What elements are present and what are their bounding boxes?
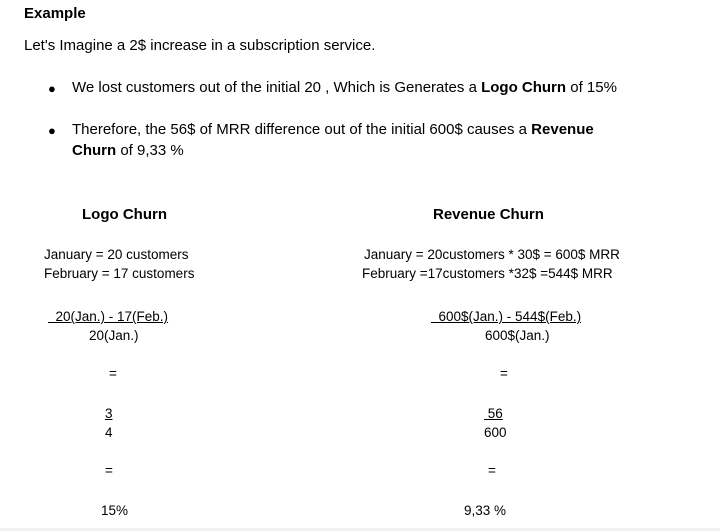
list-item-text-end: of 9,33 %	[116, 142, 184, 159]
revenue-result: 9,33 %	[464, 503, 507, 518]
heading: Example	[24, 5, 86, 22]
revenue-churn-title: Revenue Churn	[433, 206, 544, 223]
revenue-equals-1: =	[500, 366, 508, 381]
bullet-icon: ●	[48, 123, 56, 138]
revenue-equals-2: =	[488, 463, 496, 478]
intro-text: Let's Imagine a 2$ increase in a subscription service.	[24, 37, 376, 54]
list-item-bold: Revenue Churn	[72, 121, 594, 159]
logo-jan-line: January = 20 customers	[44, 247, 189, 262]
logo-numerator: 20(Jan.) - 17(Feb.)	[48, 309, 169, 324]
list-item-text-end: of 15%	[566, 79, 617, 96]
revenue-fraction-denominator: 600	[484, 425, 507, 440]
list-item-bold: Logo Churn	[481, 79, 567, 96]
logo-result: 15%	[101, 503, 129, 518]
list-item-text: Therefore, the 56$ of MRR difference out of the initial 600$ causes a	[72, 121, 532, 138]
list-item-text: We lost customers out of the initial 20 , Which is Generates a	[72, 79, 482, 96]
logo-fraction-numerator: 3	[105, 406, 113, 421]
logo-equals-1: =	[109, 366, 117, 381]
logo-feb-line: February = 17 customers	[44, 266, 195, 281]
logo-churn-title: Logo Churn	[82, 206, 167, 223]
revenue-jan-line: January = 20customers * 30$ = 600$ MRR	[364, 247, 620, 262]
logo-denominator: 20(Jan.)	[89, 328, 139, 343]
revenue-fraction-numerator: 56	[484, 406, 503, 421]
revenue-feb-line: February =17customers *32$ =544$ MRR	[362, 266, 613, 281]
logo-fraction-denominator: 4	[105, 425, 113, 440]
revenue-numerator: 600$(Jan.) - 544$(Feb.)	[431, 309, 582, 324]
logo-equals-2: =	[105, 463, 113, 478]
list-item	[72, 77, 632, 98]
bullet-icon: ●	[48, 81, 56, 96]
list-item	[72, 119, 638, 161]
revenue-denominator: 600$(Jan.)	[485, 328, 550, 343]
